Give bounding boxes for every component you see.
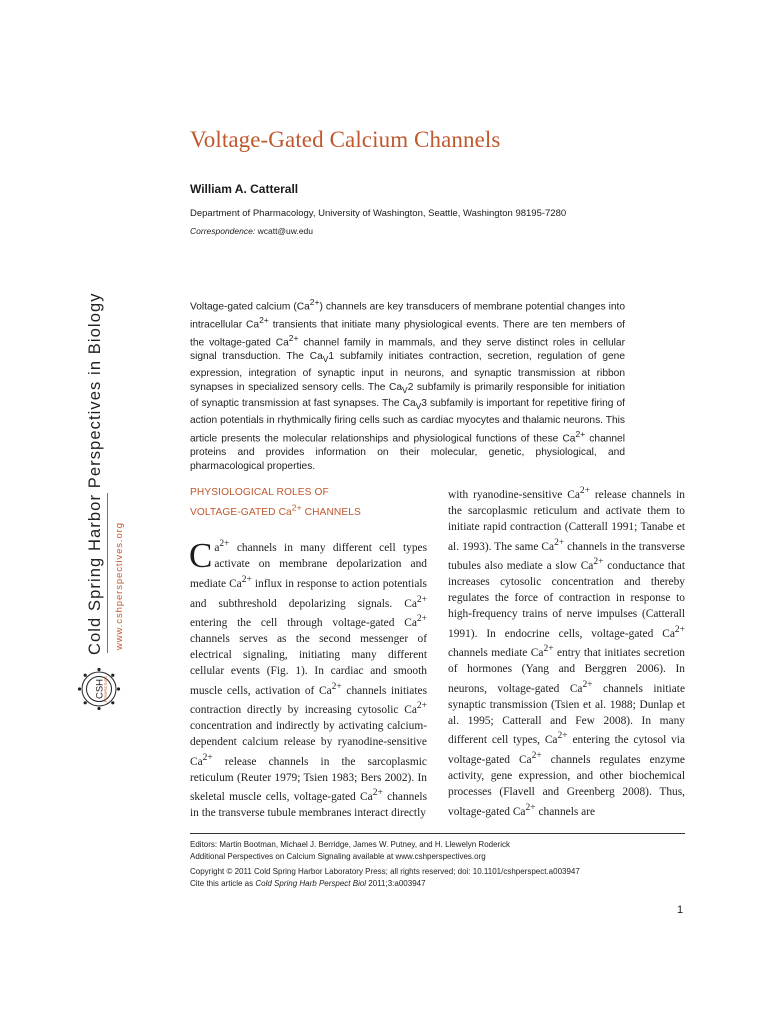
correspondence-email[interactable]: wcatt@uw.edu (257, 226, 314, 236)
column-right (448, 484, 685, 820)
drop-cap: C (189, 536, 213, 576)
correspondence (190, 226, 313, 236)
side-accent-rule (107, 493, 108, 653)
right-column-text: with ryanodine-sensitive $Ca^{2+}$ release channels in the sarcoplasmic reticulum and activate them to initiate rapid contraction (Catterall 1991; Tanabe et al. 1993). The same $Ca^{2+}$ channels in the transverse tubules also mediate a slow $Ca^{2+}$ conductance that increases cytosolic concentration and thereby regulates the force of contraction in response to high-frequency trains of nerve impulses (Catterall 1991). In endocrine cells, voltage-gated $Ca^{2+}$ channels mediate $Ca^{2+}$ entry that initiates secretion of hormones (Yang and Berggren 2006). In neurons, voltage-gated $Ca^{2+}$ channels initiate synaptic transmission (Tsien et al. 1988; Dunlap et al. 1995; Catterall and Few 2008). In many different cell types, $Ca^{2+}$ entering the cytosol via voltage-gated $Ca^{2+}$ channels regulates enzyme activity, gene expression, and other biochemical processes (Flavell and Greenberg 2008). Thus, voltage-gated $Ca^{2+}$ channels are (448, 486, 685, 818)
section-heading-line1: PHYSIOLOGICAL ROLES OF (190, 487, 329, 498)
left-column-text: $a^{2+}$ channels in many different cell types activate on membrane depolarization and mediate $Ca^{2+}$ influx in response to action potentials and subthreshold depolarizing signals. $Ca^{2+}$ entering the cell through voltage-gated $Ca^{2+}$ channels serves as the second messenger of electrical signaling, initiating many different cellular events (Fig. 1). In cardiac and smooth muscle cells, activation of $Ca^{2+}$ channels initiates contraction directly by increasing cytosolic $Ca^{2+}$ concentration and indirectly by activating calcium-dependent calcium release by ryanodine-sensitive $Ca^{2+}$ release channels in the sarcoplasmic reticulum (Reuter 1979; Tsien 1983; Bers 2002). In skeletal muscle cells, voltage-gated $Ca^{2+}$ channels in the transverse tubule membranes interact directly (190, 539, 428, 820)
citation-suffix: 2011;3:a003947 (366, 878, 426, 888)
footer-additional: Additional Perspectives on Calcium Signaling available at www.cshperspectives.org (190, 851, 486, 861)
section-heading (190, 486, 427, 520)
article-title: Voltage-Gated Calcium Channels (190, 127, 501, 152)
journal-url[interactable]: www.cshperspectives.org (114, 522, 125, 650)
correspondence-label: Correspondence: (190, 226, 256, 236)
footer-citation (190, 878, 690, 890)
footer-copyright: Copyright © 2011 Cold Spring Harbor Laboratory Press; all rights reserved; doi: 10.1101/cshperspect.a003947 (190, 867, 580, 876)
column-left (190, 486, 427, 822)
csh-logo (76, 666, 122, 712)
author-name: William A. Catterall (190, 182, 299, 196)
section-heading-line2: VOLTAGE-GATED $Ca^{2+}$ CHANNELS (190, 502, 361, 518)
section-paragraph-left (190, 537, 427, 822)
logo-text: CSH (94, 678, 106, 700)
citation-journal: Cold Spring Harb Perspect Biol (255, 878, 367, 888)
page-number: 1 (677, 904, 684, 916)
abstract: Voltage-gated calcium $(Ca^{2+})$ channels are key transducers of membrane potential changes into intracellular $Ca^{2+}$ transients that initiate many physiological events. There are ten members of the voltage-gated $Ca^{2+}$ channel family in mammals, and they serve distinct roles in cellular signal transduction. The $Ca_V1$ subfamily initiates contraction, secretion, regulation of gene expression, integration of synaptic input in neurons, and synaptic transmission at ribbon synapses in specialized sensory cells. The $Ca_V2$ subfamily is primarily responsible for initiation of synaptic transmission at fast synapses. The $Ca_V3$ subfamily is important for repetitive firing of action potentials in rhythmically firing cells such as cardiac myocytes and thalamic neurons. This article presents the molecular relationships and physiological functions of these $Ca^{2+}$ channel proteins and provides information on their molecular, genetic, physiological, and pharmacological properties. (190, 297, 626, 472)
logo-subtext: PERSPECTIVES (104, 675, 108, 703)
journal-side-title: Cold Spring Harbor Perspectives in Biology (86, 292, 104, 655)
citation-prefix: Cite this article as (190, 878, 256, 888)
footer-editors-block (190, 839, 690, 862)
footer-rule (190, 833, 685, 834)
author-affiliation: Department of Pharmacology, University of Washington, Seattle, Washington 98195-7280 (190, 208, 567, 219)
footer-copyright-block (190, 866, 690, 889)
footer-editors: Editors: Martin Bootman, Michael J. Berridge, James W. Putney, and H. Llewelyn Roderick (190, 840, 510, 849)
